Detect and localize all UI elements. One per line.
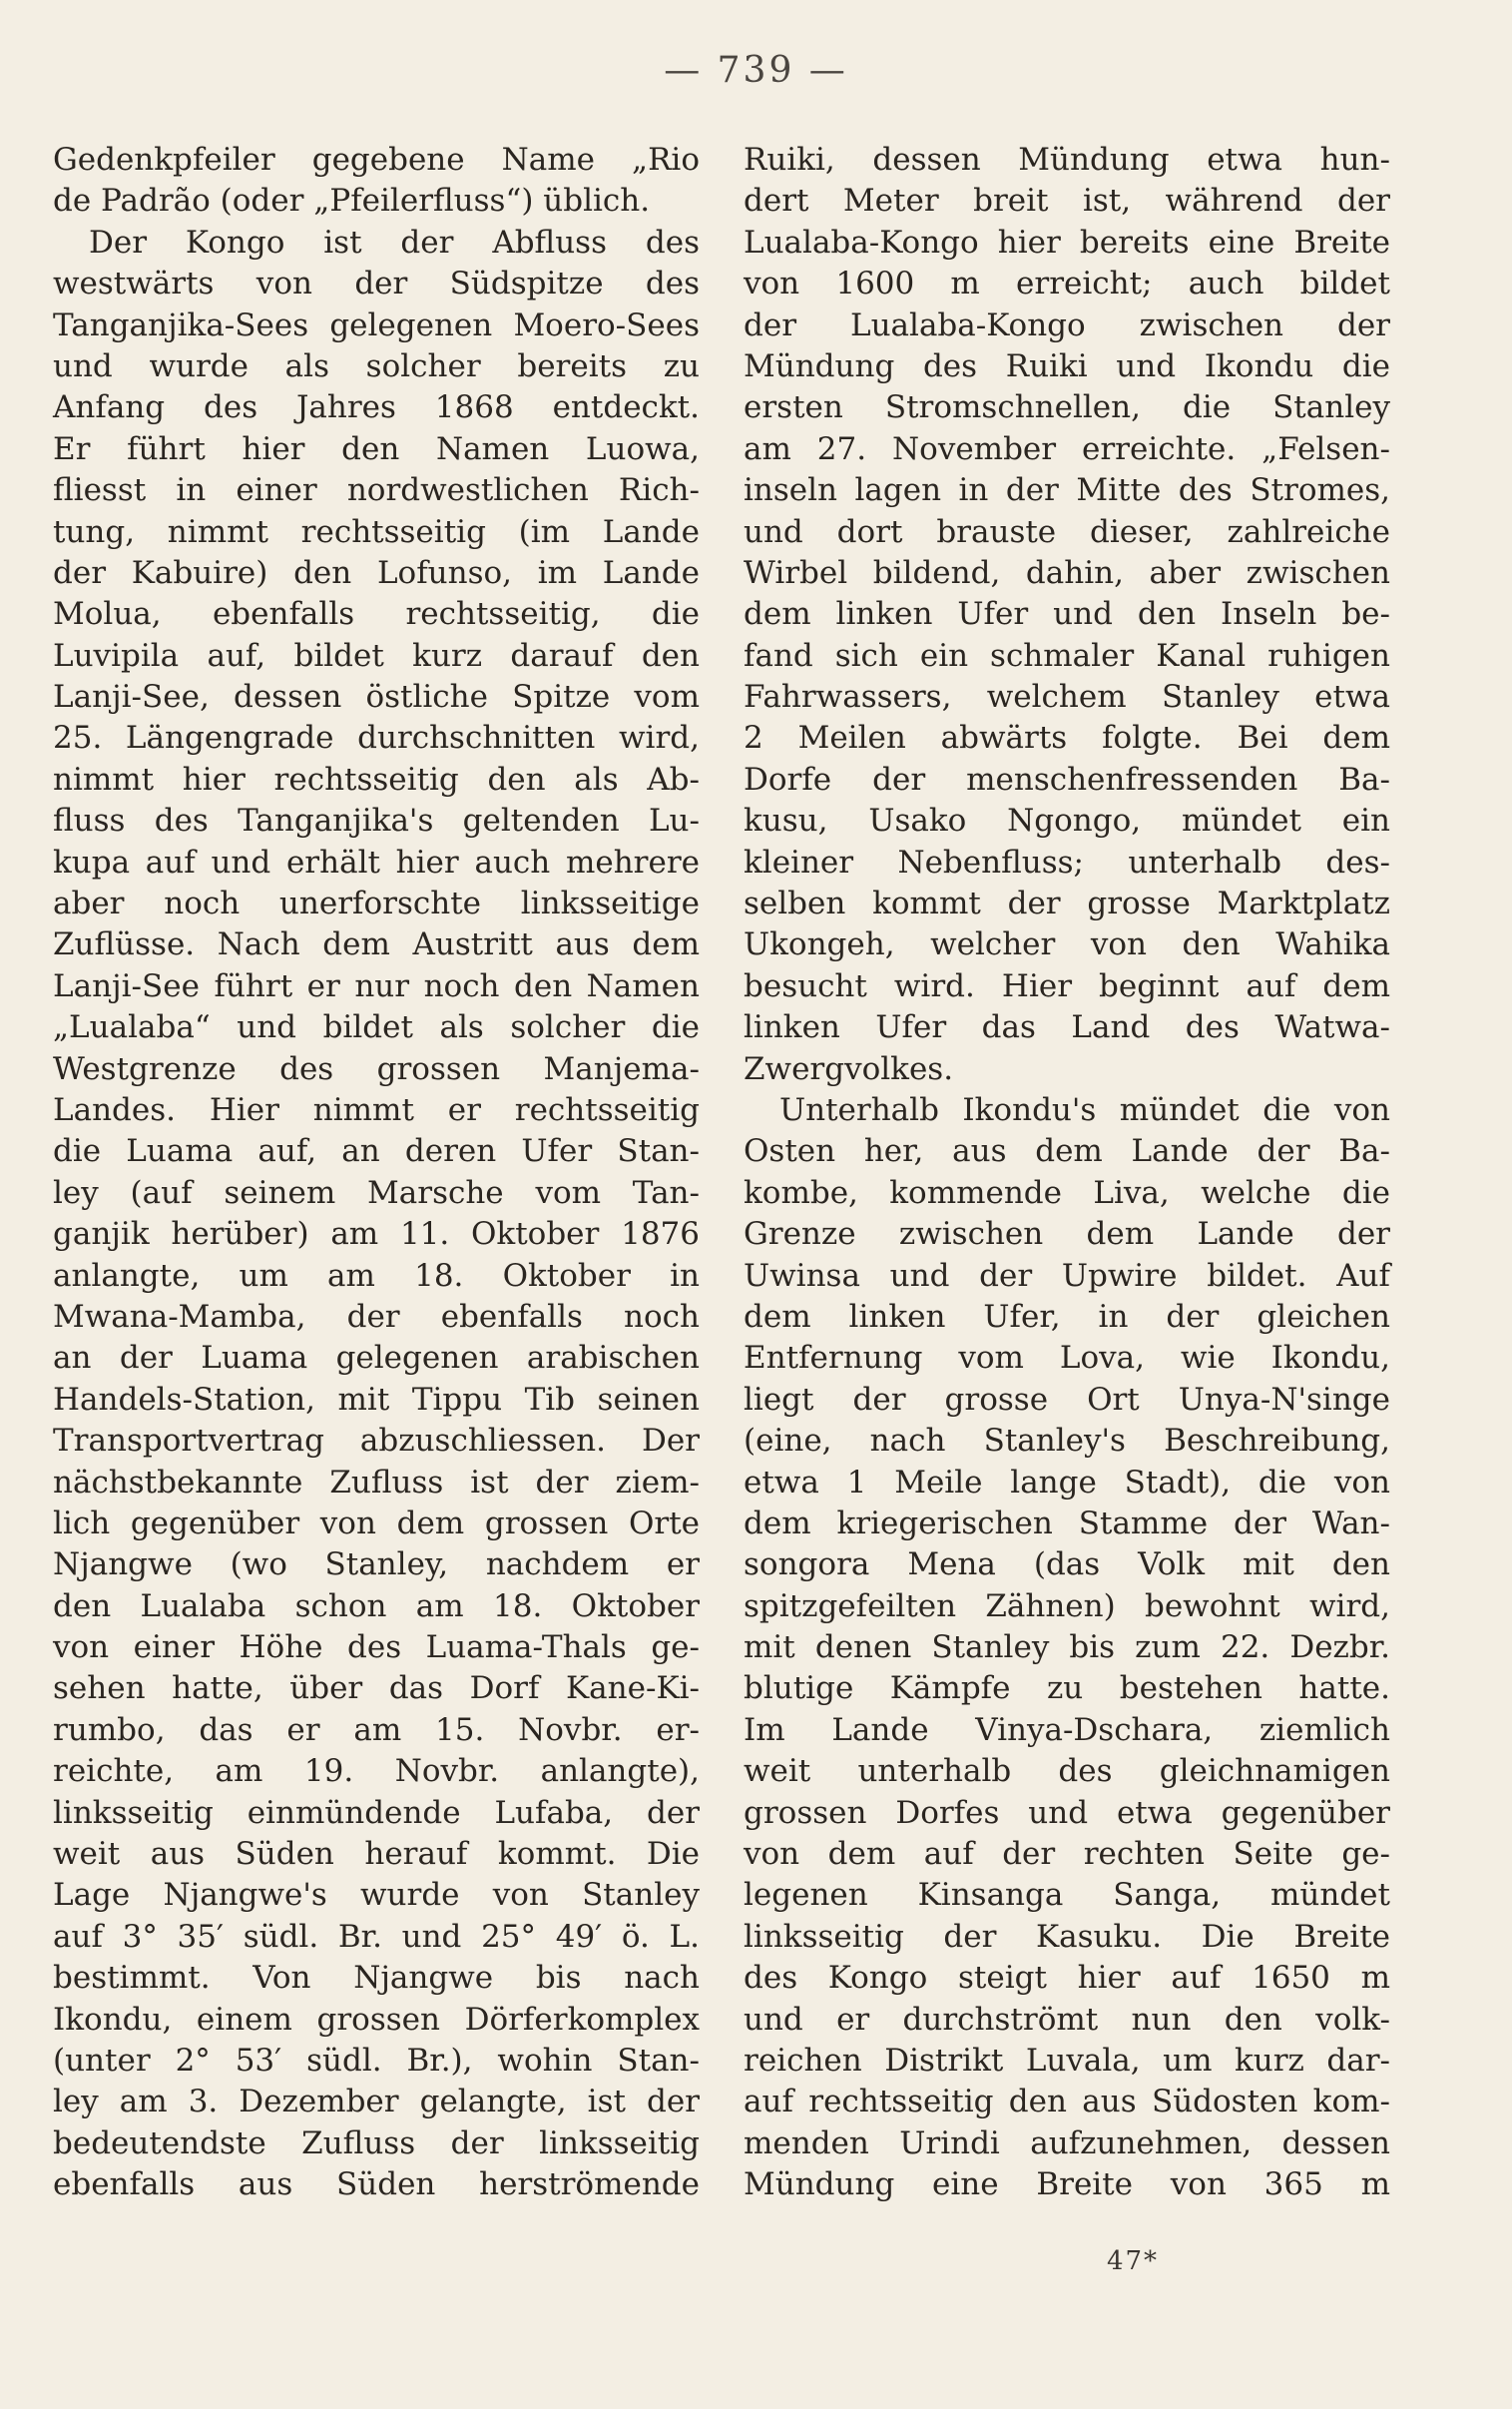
text-line: des Kongo steigt hier auf 1650 m [744, 1960, 1390, 1997]
text-line: nächstbekannte Zufluss ist der ziem- [53, 1464, 700, 1501]
text-line: Uwinsa und der Upwire bildet. Auf [744, 1257, 1390, 1294]
text-line: Zwergvolkes. [744, 1050, 954, 1087]
text-line: Entfernung vom Lova, wie Ikondu, [744, 1340, 1390, 1377]
text-line: Im Lande Vinya-Dschara, ziemlich [744, 1711, 1390, 1748]
text-line: ersten Stromschnellen, die Stanley [744, 389, 1390, 426]
text-line: selben kommt der grosse Marktplatz [744, 886, 1390, 922]
signature-mark: 47* [1106, 2246, 1160, 2276]
text-line: von einer Höhe des Luama-Thals ge- [53, 1629, 700, 1666]
text-line: kupa auf und erhält hier auch mehrere [53, 844, 700, 881]
text-line: Fahrwassers, welchem Stanley etwa [744, 679, 1390, 716]
text-line: ebenfalls aus Süden herströmende [53, 2166, 700, 2203]
text-line: dem kriegerischen Stamme der Wan- [744, 1505, 1390, 1541]
text-line: (unter 2° 53′ südl. Br.), wohin Stan- [53, 2042, 700, 2079]
text-line: Unterhalb Ikondu's mündet die von [779, 1091, 1390, 1128]
text-line: liegt der grosse Ort Unya-N'singe [744, 1381, 1390, 1418]
text-line: spitzgefeilten Zähnen) bewohnt wird, [744, 1587, 1390, 1624]
text-line: Ukongeh, welcher von den Wahika [744, 926, 1390, 963]
text-line: Njangwe (wo Stanley, nachdem er [53, 1546, 700, 1583]
text-line: bestimmt. Von Njangwe bis nach [53, 1960, 700, 1997]
text-line: weit unterhalb des gleichnamigen [744, 1753, 1390, 1790]
text-line: songora Mena (das Volk mit den [744, 1546, 1390, 1583]
text-line: besucht wird. Hier beginnt auf dem [744, 967, 1390, 1004]
text-line: Transportvertrag abzuschliessen. Der [53, 1423, 700, 1460]
text-line: Landes. Hier nimmt er rechtsseitig [53, 1091, 700, 1128]
text-line: linken Ufer das Land des Watwa- [744, 1009, 1390, 1046]
text-line: Ikondu, einem grossen Dörferkomplex [53, 2001, 700, 2038]
text-line: inseln lagen in der Mitte des Stromes, [744, 472, 1390, 509]
text-line: „Lualaba“ und bildet als solcher die [53, 1009, 700, 1046]
text-line: und er durchströmt nun den volk- [744, 2001, 1390, 2038]
text-line: dem linken Ufer, in der gleichen [744, 1298, 1390, 1335]
text-line: Mwana-Mamba, der ebenfalls noch [53, 1298, 700, 1335]
text-line: legenen Kinsanga Sanga, mündet [744, 1877, 1390, 1914]
text-line: ley am 3. Dezember gelangte, ist der [53, 2084, 700, 2120]
right-column [744, 140, 1390, 2206]
text-line: westwärts von der Südspitze des [53, 266, 700, 302]
text-line: die Luama auf, an deren Ufer Stan- [53, 1133, 700, 1170]
text-line: fluss des Tanganjika's geltenden Lu- [53, 803, 700, 840]
text-line: linksseitig einmündende Lufaba, der [53, 1794, 700, 1831]
text-line: am 27. November erreichte. „Felsen- [744, 430, 1390, 467]
text-line: dem linken Ufer und den Inseln be- [744, 596, 1390, 633]
text-line: an der Luama gelegenen arabischen [53, 1340, 700, 1377]
text-line: der Lualaba-Kongo zwischen der [744, 306, 1390, 343]
text-line: rumbo, das er am 15. Novbr. er- [53, 1711, 700, 1748]
text-line: sehen hatte, über das Dorf Kane-Ki- [53, 1670, 700, 1707]
text-line: auf 3° 35′ südl. Br. und 25° 49′ ö. L. [53, 1918, 700, 1955]
text-line: (eine, nach Stanley's Beschreibung, [744, 1423, 1390, 1460]
text-line: kombe, kommende Liva, welche die [744, 1174, 1390, 1211]
text-line: 25. Längengrade durchschnitten wird, [53, 720, 700, 757]
text-line: nimmt hier rechtsseitig den als Ab- [53, 761, 700, 798]
text-line: Er führt hier den Namen Luowa, [53, 430, 700, 467]
text-line: Grenze zwischen dem Lande der [744, 1216, 1390, 1253]
text-line: lich gegenüber von dem grossen Orte [53, 1505, 700, 1541]
text-line: Dorfe der menschenfressenden Ba- [744, 761, 1390, 798]
text-line: blutige Kämpfe zu bestehen hatte. [744, 1670, 1390, 1707]
text-line: den Lualaba schon am 18. Oktober [53, 1587, 700, 1624]
text-line: menden Urindi aufzunehmen, dessen [744, 2124, 1390, 2161]
text-line: reichte, am 19. Novbr. anlangte), [53, 1753, 700, 1790]
text-line: tung, nimmt rechtsseitig (im Lande [53, 513, 700, 550]
text-line: Molua, ebenfalls rechtsseitig, die [53, 596, 700, 633]
text-line: fand sich ein schmaler Kanal ruhigen [744, 637, 1390, 674]
text-line: von dem auf der rechten Seite ge- [744, 1836, 1390, 1873]
left-column [53, 140, 700, 2206]
text-line: Lanji-See führt er nur noch den Namen [53, 967, 700, 1004]
text-line: und wurde als solcher bereits zu [53, 347, 700, 384]
text-line: weit aus Süden herauf kommt. Die [53, 1836, 700, 1873]
text-line: ley (auf seinem Marsche vom Tan- [53, 1174, 700, 1211]
text-line: Lanji-See, dessen östliche Spitze vom [53, 679, 700, 716]
text-line: linksseitig der Kasuku. Die Breite [744, 1918, 1390, 1955]
text-line: de Padrão (oder „Pfeilerfluss“) üblich. [53, 183, 651, 220]
text-line: der Kabuire) den Lofunso, im Lande [53, 554, 700, 591]
text-line: 2 Meilen abwärts folgte. Bei dem [744, 720, 1390, 757]
text-line: etwa 1 Meile lange Stadt), die von [744, 1464, 1390, 1501]
text-line: mit denen Stanley bis zum 22. Dezbr. [744, 1629, 1390, 1666]
text-line: Zuflüsse. Nach dem Austritt aus dem [53, 926, 700, 963]
text-line: Tanganjika-Sees gelegenen Moero-Sees [53, 306, 700, 343]
text-line: Wirbel bildend, dahin, aber zwischen [744, 554, 1390, 591]
text-line: Handels-Station, mit Tippu Tib seinen [53, 1381, 700, 1418]
text-line: reichen Distrikt Luvala, um kurz dar- [744, 2042, 1390, 2079]
text-line: Mündung des Ruiki und Ikondu die [744, 347, 1390, 384]
page-number: — 739 — [664, 50, 848, 91]
text-line: von 1600 m erreicht; auch bildet [744, 266, 1390, 302]
text-line: kusu, Usako Ngongo, mündet ein [744, 803, 1390, 840]
text-line: Lualaba-Kongo hier bereits eine Breite [744, 224, 1390, 261]
text-line: aber noch unerforschte linksseitige [53, 886, 700, 922]
text-line: auf rechtsseitig den aus Südosten kom- [744, 2084, 1390, 2120]
text-line: dert Meter breit ist, während der [744, 183, 1390, 220]
text-line: fliesst in einer nordwestlichen Rich- [53, 472, 700, 509]
text-line: grossen Dorfes und etwa gegenüber [744, 1794, 1390, 1831]
text-line: anlangte, um am 18. Oktober in [53, 1257, 700, 1294]
text-line: Luvipila auf, bildet kurz darauf den [53, 637, 700, 674]
text-line: Ruiki, dessen Mündung etwa hun- [744, 142, 1390, 178]
text-line: Osten her, aus dem Lande der Ba- [744, 1133, 1390, 1170]
text-line: kleiner Nebenfluss; unterhalb des- [744, 844, 1390, 881]
text-line: ganjik herüber) am 11. Oktober 1876 [53, 1216, 700, 1253]
text-line: und dort brauste dieser, zahlreiche [744, 513, 1390, 550]
text-line: Mündung eine Breite von 365 m [744, 2166, 1390, 2203]
text-line: bedeutendste Zufluss der linksseitig [53, 2124, 700, 2161]
text-line: Gedenkpfeiler gegebene Name „Rio [53, 142, 700, 178]
text-line: Anfang des Jahres 1868 entdeckt. [53, 389, 700, 426]
text-line: Der Kongo ist der Abfluss des [89, 224, 700, 261]
text-line: Westgrenze des grossen Manjema- [53, 1050, 700, 1087]
text-line: Lage Njangwe's wurde von Stanley [53, 1877, 700, 1914]
